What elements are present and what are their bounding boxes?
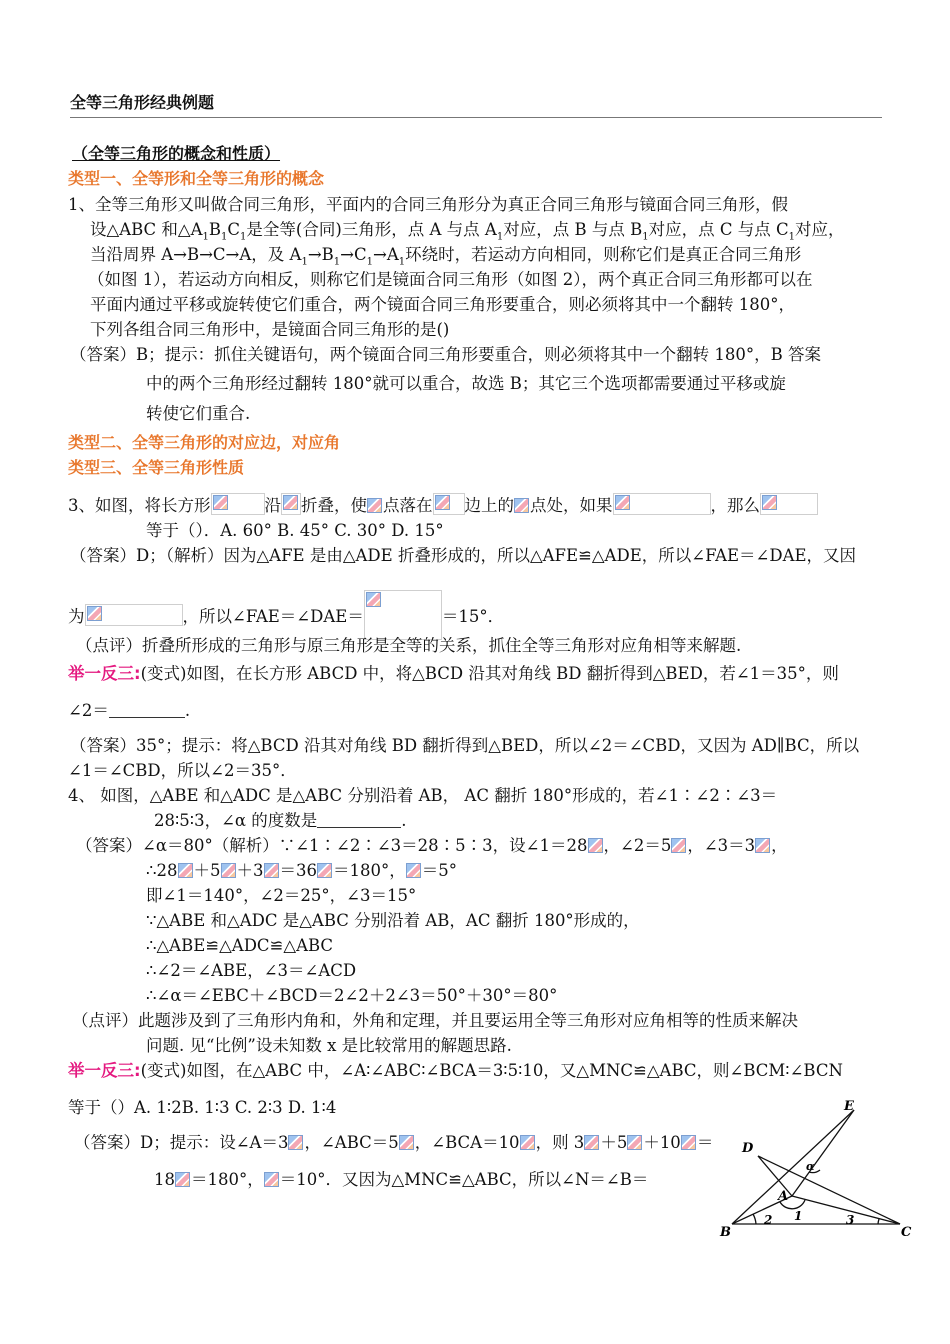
label-b: B (720, 1225, 731, 1240)
q3-comment: （点评）折叠所形成的三角形与原三角形是全等的关系，抓住全等三角形对应角相等来解题. (76, 636, 742, 655)
q1-answer-line3: 转使它们重合. (146, 404, 251, 423)
image-placeholder-icon (367, 498, 383, 514)
image-placeholder-icon (514, 498, 530, 514)
q4-answer-line2: ∴28 ＋5 ＋3 ＝36 ＝180°， ＝5° (146, 861, 457, 880)
label-2: 2 (764, 1213, 773, 1227)
q4-comment-line1: （点评）此题涉及到了三角形内角和，外角和定理，并且要运用全等三角形对应角相等的性质来解决 (72, 1011, 798, 1030)
q4-variant-line2: 等于（）A. 1∶2B. 1∶3 C. 2∶3 D. 1∶4 (68, 1098, 337, 1117)
image-placeholder-icon (281, 493, 301, 515)
q3-variant-answer1: （答案）35°；提示：将△BCD 沿其对角线 BD 翻折得到△BED，所以∠2＝∠CBD，又因为 AD∥BC，所以 (70, 736, 860, 755)
q1-answer-line1: （答案）B；提示：抓住关键语句，两个镜面合同三角形要重合，则必须将其中一个翻转 180°，B 答案 (70, 345, 821, 364)
label-c: C (901, 1225, 912, 1240)
q3-line1: 3、如图，将长方形 沿 折叠，使 点落在 边上的 点处，如果 ，那么 (68, 493, 818, 517)
q4-answer-line6: ∴∠2＝∠ABE，∠3＝∠ACD (146, 961, 357, 980)
q4-variant-answer2: 18 ＝180°， ＝10°．又因为△MNC≌△ABC，所以∠N＝∠B＝ (154, 1170, 649, 1189)
image-placeholder-icon (221, 863, 237, 879)
q4-variant-line1: 举一反三:(变式)如图，在△ABC 中，∠A∶∠ABC∶∠BCA＝3∶5∶10，又△MNC≌△ABC，则∠BCM∶∠BCN (68, 1061, 843, 1080)
q3-line2: 等于（）．A. 60° B. 45° C. 30° D. 15° (146, 521, 444, 540)
q1-line5: 平面内通过平移或旋转使它们重合，两个镜面合同三角形要重合，则必须将其中一个翻转 180°， (90, 295, 795, 314)
image-placeholder-icon (264, 863, 280, 879)
image-placeholder-icon (399, 1135, 415, 1151)
q1-answer-line2: 中的两个三角形经过翻转 180°就可以重合，故选 B；其它三个选项都需要通过平移或旋 (146, 374, 786, 393)
image-placeholder-icon (264, 1172, 280, 1188)
q3-variant-answer2: ∠1＝∠CBD，所以∠2＝35°． (68, 761, 297, 780)
q4-comment-line2: 问题. 见“比例”设未知数 x 是比较常用的解题思路. (146, 1036, 512, 1055)
answer-blank (317, 811, 401, 828)
q4-answer-line3: 即∠1＝140°，∠2＝25°，∠3＝15° (146, 886, 417, 905)
image-placeholder-icon (178, 863, 194, 879)
label-d: D (742, 1141, 754, 1156)
type2-heading: 类型二、全等三角形的对应边，对应角 (68, 433, 341, 452)
type1-heading: 类型一、全等形和全等三角形的概念 (68, 169, 325, 188)
title-rule (70, 117, 882, 118)
label-1: 1 (794, 1209, 803, 1223)
q3-variant-line1: 举一反三:(变式)如图，在长方形 ABCD 中，将△BCD 沿其对角线 BD 翻折得到△BED，若∠1＝35°，则 (68, 664, 839, 683)
image-placeholder-icon (317, 863, 333, 879)
image-placeholder-icon (760, 493, 818, 515)
q1-line1: 1、全等三角形又叫做合同三角形，平面内的合同三角形分为真正合同三角形与镜面合同三角形，假 (68, 195, 788, 214)
image-placeholder-icon (85, 604, 183, 626)
triangle-fold-figure (712, 1098, 912, 1240)
q3-answer-line2: 为 ，所以∠FAE＝∠DAE＝ ＝15°． (68, 590, 504, 640)
q4-answer-line5: ∴△ABE≌△ADC≌△ABC (146, 936, 334, 955)
label-3: 3 (846, 1213, 855, 1227)
label-e: E (844, 1099, 854, 1114)
angle-3-arc (878, 1219, 879, 1224)
image-placeholder-icon (681, 1135, 697, 1151)
q4-line2: 28∶5∶3，∠α 的度数是 . (154, 811, 407, 830)
segment-ae (792, 1110, 854, 1196)
image-placeholder-icon (755, 838, 771, 854)
q4-variant-answer1: （答案）D；提示：设∠A＝3 ，∠ABC＝5 ，∠BCA＝10 ，则 3 ＋5 ＋10 ＝ (74, 1133, 714, 1152)
q4-answer-line1: （答案）∠α＝80°（解析）∵∠1∶∠2∶∠3＝28∶5∶3，设∠1＝28 ，∠2＝5 ，∠3＝3 ， (76, 836, 788, 855)
image-placeholder-icon (211, 493, 265, 515)
image-placeholder-icon (588, 838, 604, 854)
image-placeholder-icon (175, 1172, 191, 1188)
doc-title: 全等三角形经典例题 (70, 93, 215, 112)
q1-line4: （如图 1），若运动方向相反，则称它们是镜面合同三角形（如图 2），两个真正合同三角形都可以在 (88, 270, 813, 289)
image-placeholder-icon (671, 838, 687, 854)
type3-heading: 类型三、全等三角形性质 (68, 458, 245, 477)
section-heading: （全等三角形的概念和性质） (72, 144, 281, 163)
image-placeholder-icon (520, 1135, 536, 1151)
q1-line2: 设△ABC 和$\triangle A_1B_1C_1$是全等(合同)三角形，点 A 与点 $A_1$对应，点 B 与点 $B_1$对应，点 C 与点 $C_1$对应， (90, 220, 845, 243)
image-placeholder-icon (613, 493, 711, 515)
image-placeholder-icon (584, 1135, 600, 1151)
q1-line6: 下列各组合同三角形中，是镜面合同三角形的是() (90, 320, 450, 339)
q4-answer-line4: ∵△ABE 和△ADC 是△ABC 分别沿着 AB，AC 翻折 180°形成的， (146, 911, 640, 930)
image-placeholder-icon (433, 493, 465, 515)
q3-variant-line2: ∠2＝ . (68, 701, 191, 720)
angle-2-arc (753, 1214, 756, 1224)
image-placeholder-icon (627, 1135, 643, 1151)
q4-answer-line7: ∴∠α＝∠EBC＋∠BCD＝2∠2＋2∠3＝50°＋30°＝80° (146, 986, 558, 1005)
answer-blank (109, 701, 185, 718)
image-placeholder-icon (288, 1135, 304, 1151)
q3-answer-line1: （答案）D；（解析）因为△AFE 是由△ADE 折叠形成的，所以△AFE≌△ADE，所以∠FAE＝∠DAE，又因 (70, 546, 857, 565)
label-alpha: α (806, 1160, 815, 1173)
label-a: A (778, 1189, 789, 1204)
q1-line3: 当沿周界 A→B→C→A，及 $A_1\to B_1\to C_1\to A_1$环绕时，若运动方向相同，则称它们是真正合同三角形 (90, 245, 802, 268)
image-placeholder-icon (364, 590, 442, 640)
image-placeholder-icon (406, 863, 422, 879)
q4-line1: 4、 如图，△ABE 和△ADC 是△ABC 分别沿着 AB， AC 翻折 180°形成的，若∠1∶∠2∶∠3＝ (68, 786, 778, 805)
